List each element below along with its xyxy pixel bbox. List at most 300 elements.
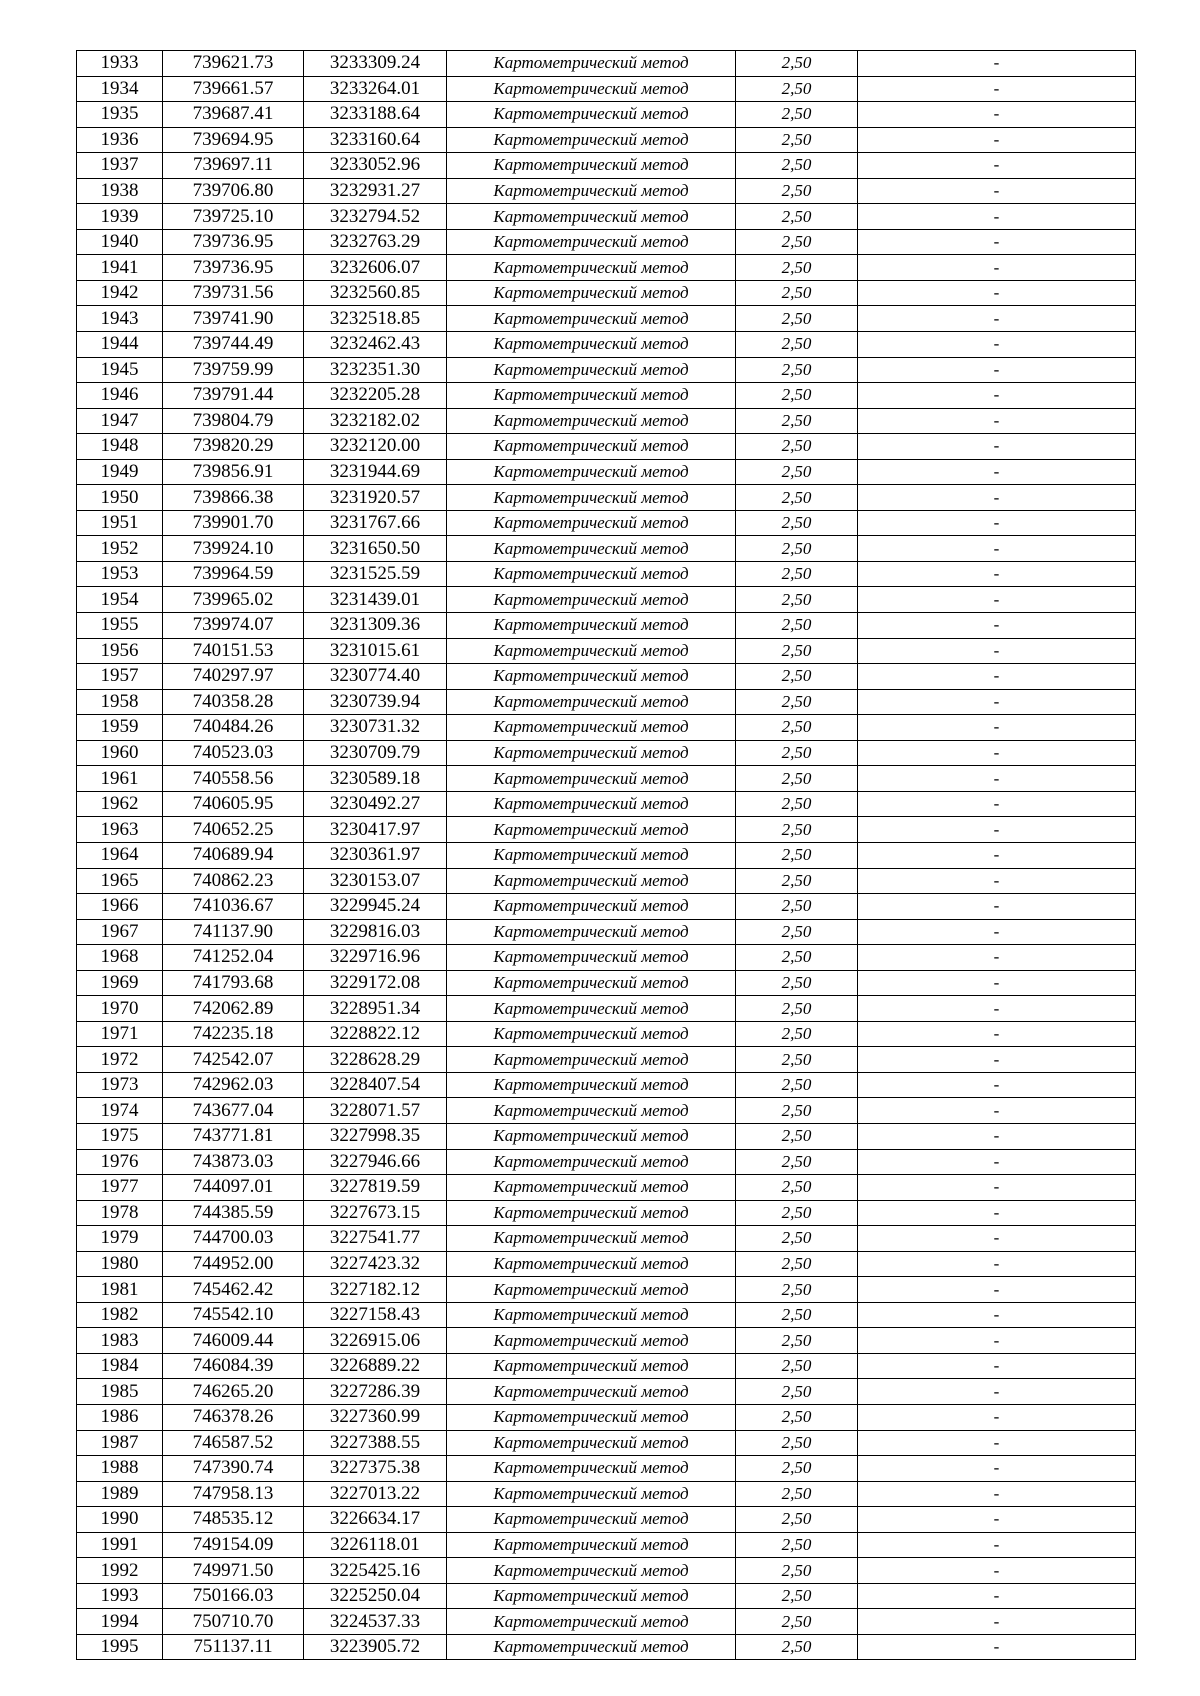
x-coordinate-cell: 751137.11 (163, 1634, 304, 1660)
x-coordinate-cell: 739856.91 (163, 459, 304, 485)
note-cell: - (858, 561, 1136, 587)
table-row (77, 357, 1136, 383)
accuracy-cell: 2,50 (736, 996, 858, 1022)
method-cell: Картометрический метод (447, 306, 736, 332)
method-cell: Картометрический метод (447, 434, 736, 460)
method-cell: Картометрический метод (447, 1226, 736, 1252)
note-cell: - (858, 153, 1136, 179)
y-coordinate-cell: 3232182.02 (304, 408, 447, 434)
y-coordinate-cell: 3230709.79 (304, 740, 447, 766)
x-coordinate-cell: 739736.95 (163, 255, 304, 281)
table-row (77, 996, 1136, 1022)
note-cell: - (858, 1200, 1136, 1226)
method-cell: Картометрический метод (447, 51, 736, 77)
y-coordinate-cell: 3230589.18 (304, 766, 447, 792)
method-cell: Картометрический метод (447, 664, 736, 690)
x-coordinate-cell: 739621.73 (163, 51, 304, 77)
x-coordinate-cell: 739924.10 (163, 536, 304, 562)
note-cell: - (858, 817, 1136, 843)
table-row (77, 1175, 1136, 1201)
accuracy-cell: 2,50 (736, 51, 858, 77)
point-number-cell: 1945 (77, 357, 163, 383)
table-row (77, 945, 1136, 971)
note-cell: - (858, 1277, 1136, 1303)
note-cell: - (858, 766, 1136, 792)
y-coordinate-cell: 3233052.96 (304, 153, 447, 179)
note-cell: - (858, 1430, 1136, 1456)
table-row (77, 1226, 1136, 1252)
x-coordinate-cell: 740558.56 (163, 766, 304, 792)
table-row (77, 102, 1136, 128)
note-cell: - (858, 1302, 1136, 1328)
y-coordinate-cell: 3231920.57 (304, 485, 447, 511)
x-coordinate-cell: 749971.50 (163, 1558, 304, 1584)
table-row (77, 613, 1136, 639)
y-coordinate-cell: 3226889.22 (304, 1353, 447, 1379)
note-cell: - (858, 1226, 1136, 1252)
accuracy-cell: 2,50 (736, 638, 858, 664)
y-coordinate-cell: 3231309.36 (304, 613, 447, 639)
note-cell: - (858, 1481, 1136, 1507)
method-cell: Картометрический метод (447, 229, 736, 255)
point-number-cell: 1961 (77, 766, 163, 792)
accuracy-cell: 2,50 (736, 791, 858, 817)
y-coordinate-cell: 3231650.50 (304, 536, 447, 562)
x-coordinate-cell: 739965.02 (163, 587, 304, 613)
accuracy-cell: 2,50 (736, 919, 858, 945)
table-row (77, 1251, 1136, 1277)
point-number-cell: 1985 (77, 1379, 163, 1405)
y-coordinate-cell: 3230492.27 (304, 791, 447, 817)
table-row (77, 689, 1136, 715)
method-cell: Картометрический метод (447, 1047, 736, 1073)
note-cell: - (858, 1098, 1136, 1124)
x-coordinate-cell: 739901.70 (163, 510, 304, 536)
note-cell: - (858, 1353, 1136, 1379)
y-coordinate-cell: 3231525.59 (304, 561, 447, 587)
accuracy-cell: 2,50 (736, 1226, 858, 1252)
accuracy-cell: 2,50 (736, 945, 858, 971)
table-row (77, 1123, 1136, 1149)
table-row (77, 1379, 1136, 1405)
y-coordinate-cell: 3225425.16 (304, 1558, 447, 1584)
point-number-cell: 1984 (77, 1353, 163, 1379)
point-number-cell: 1973 (77, 1072, 163, 1098)
accuracy-cell: 2,50 (736, 842, 858, 868)
note-cell: - (858, 1456, 1136, 1482)
note-cell: - (858, 715, 1136, 741)
method-cell: Картометрический метод (447, 383, 736, 409)
table-row (77, 791, 1136, 817)
y-coordinate-cell: 3228822.12 (304, 1021, 447, 1047)
x-coordinate-cell: 745542.10 (163, 1302, 304, 1328)
table-row (77, 1609, 1136, 1635)
method-cell: Картометрический метод (447, 1353, 736, 1379)
note-cell: - (858, 1404, 1136, 1430)
method-cell: Картометрический метод (447, 153, 736, 179)
note-cell: - (858, 51, 1136, 77)
y-coordinate-cell: 3231439.01 (304, 587, 447, 613)
accuracy-cell: 2,50 (736, 868, 858, 894)
y-coordinate-cell: 3227286.39 (304, 1379, 447, 1405)
accuracy-cell: 2,50 (736, 178, 858, 204)
point-number-cell: 1943 (77, 306, 163, 332)
y-coordinate-cell: 3229172.08 (304, 970, 447, 996)
y-coordinate-cell: 3232120.00 (304, 434, 447, 460)
x-coordinate-cell: 741036.67 (163, 894, 304, 920)
table-row (77, 715, 1136, 741)
accuracy-cell: 2,50 (736, 536, 858, 562)
table-row (77, 306, 1136, 332)
table-row (77, 919, 1136, 945)
table-row (77, 1583, 1136, 1609)
method-cell: Картометрический метод (447, 1277, 736, 1303)
y-coordinate-cell: 3232931.27 (304, 178, 447, 204)
y-coordinate-cell: 3232462.43 (304, 332, 447, 358)
method-cell: Картометрический метод (447, 1404, 736, 1430)
table-row (77, 1532, 1136, 1558)
table-row (77, 1507, 1136, 1533)
method-cell: Картометрический метод (447, 1456, 736, 1482)
point-number-cell: 1960 (77, 740, 163, 766)
x-coordinate-cell: 742235.18 (163, 1021, 304, 1047)
table-row (77, 204, 1136, 230)
point-number-cell: 1938 (77, 178, 163, 204)
table-row (77, 485, 1136, 511)
point-number-cell: 1966 (77, 894, 163, 920)
method-cell: Картометрический метод (447, 536, 736, 562)
point-number-cell: 1952 (77, 536, 163, 562)
method-cell: Картометрический метод (447, 868, 736, 894)
accuracy-cell: 2,50 (736, 970, 858, 996)
note-cell: - (858, 587, 1136, 613)
accuracy-cell: 2,50 (736, 434, 858, 460)
accuracy-cell: 2,50 (736, 255, 858, 281)
x-coordinate-cell: 744952.00 (163, 1251, 304, 1277)
accuracy-cell: 2,50 (736, 306, 858, 332)
x-coordinate-cell: 750166.03 (163, 1583, 304, 1609)
table-row (77, 1149, 1136, 1175)
table-row (77, 1021, 1136, 1047)
y-coordinate-cell: 3227541.77 (304, 1226, 447, 1252)
accuracy-cell: 2,50 (736, 1302, 858, 1328)
table-row (77, 459, 1136, 485)
note-cell: - (858, 1328, 1136, 1354)
point-number-cell: 1978 (77, 1200, 163, 1226)
method-cell: Картометрический метод (447, 1072, 736, 1098)
point-number-cell: 1939 (77, 204, 163, 230)
x-coordinate-cell: 746084.39 (163, 1353, 304, 1379)
note-cell: - (858, 255, 1136, 281)
x-coordinate-cell: 741793.68 (163, 970, 304, 996)
y-coordinate-cell: 3226915.06 (304, 1328, 447, 1354)
method-cell: Картометрический метод (447, 587, 736, 613)
accuracy-cell: 2,50 (736, 1353, 858, 1379)
point-number-cell: 1970 (77, 996, 163, 1022)
x-coordinate-cell: 740484.26 (163, 715, 304, 741)
y-coordinate-cell: 3227388.55 (304, 1430, 447, 1456)
accuracy-cell: 2,50 (736, 613, 858, 639)
method-cell: Картометрический метод (447, 485, 736, 511)
note-cell: - (858, 306, 1136, 332)
x-coordinate-cell: 739744.49 (163, 332, 304, 358)
accuracy-cell: 2,50 (736, 76, 858, 102)
accuracy-cell: 2,50 (736, 894, 858, 920)
x-coordinate-cell: 744700.03 (163, 1226, 304, 1252)
note-cell: - (858, 1149, 1136, 1175)
note-cell: - (858, 638, 1136, 664)
accuracy-cell: 2,50 (736, 740, 858, 766)
y-coordinate-cell: 3232351.30 (304, 357, 447, 383)
point-number-cell: 1989 (77, 1481, 163, 1507)
x-coordinate-cell: 739759.99 (163, 357, 304, 383)
accuracy-cell: 2,50 (736, 1404, 858, 1430)
y-coordinate-cell: 3227360.99 (304, 1404, 447, 1430)
y-coordinate-cell: 3227158.43 (304, 1302, 447, 1328)
method-cell: Картометрический метод (447, 1609, 736, 1635)
x-coordinate-cell: 739736.95 (163, 229, 304, 255)
method-cell: Картометрический метод (447, 817, 736, 843)
note-cell: - (858, 664, 1136, 690)
point-number-cell: 1948 (77, 434, 163, 460)
y-coordinate-cell: 3233309.24 (304, 51, 447, 77)
table-row (77, 842, 1136, 868)
x-coordinate-cell: 740862.23 (163, 868, 304, 894)
table-row (77, 1200, 1136, 1226)
y-coordinate-cell: 3228951.34 (304, 996, 447, 1022)
method-cell: Картометрический метод (447, 561, 736, 587)
accuracy-cell: 2,50 (736, 229, 858, 255)
x-coordinate-cell: 740297.97 (163, 664, 304, 690)
method-cell: Картометрический метод (447, 1430, 736, 1456)
accuracy-cell: 2,50 (736, 332, 858, 358)
table-row (77, 740, 1136, 766)
x-coordinate-cell: 742962.03 (163, 1072, 304, 1098)
note-cell: - (858, 1532, 1136, 1558)
y-coordinate-cell: 3229716.96 (304, 945, 447, 971)
note-cell: - (858, 1123, 1136, 1149)
table-row (77, 561, 1136, 587)
y-coordinate-cell: 3227946.66 (304, 1149, 447, 1175)
accuracy-cell: 2,50 (736, 1558, 858, 1584)
note-cell: - (858, 970, 1136, 996)
accuracy-cell: 2,50 (736, 1634, 858, 1660)
accuracy-cell: 2,50 (736, 1123, 858, 1149)
y-coordinate-cell: 3228071.57 (304, 1098, 447, 1124)
table-row (77, 894, 1136, 920)
note-cell: - (858, 842, 1136, 868)
x-coordinate-cell: 749154.09 (163, 1532, 304, 1558)
point-number-cell: 1993 (77, 1583, 163, 1609)
y-coordinate-cell: 3226634.17 (304, 1507, 447, 1533)
table-row (77, 1456, 1136, 1482)
y-coordinate-cell: 3231944.69 (304, 459, 447, 485)
table-row (77, 1328, 1136, 1354)
note-cell: - (858, 383, 1136, 409)
method-cell: Картометрический метод (447, 459, 736, 485)
table-row (77, 1634, 1136, 1660)
point-number-cell: 1956 (77, 638, 163, 664)
method-cell: Картометрический метод (447, 1583, 736, 1609)
accuracy-cell: 2,50 (736, 383, 858, 409)
point-number-cell: 1941 (77, 255, 163, 281)
accuracy-cell: 2,50 (736, 102, 858, 128)
method-cell: Картометрический метод (447, 1251, 736, 1277)
method-cell: Картометрический метод (447, 1098, 736, 1124)
accuracy-cell: 2,50 (736, 357, 858, 383)
table-row (77, 510, 1136, 536)
accuracy-cell: 2,50 (736, 1328, 858, 1354)
y-coordinate-cell: 3227673.15 (304, 1200, 447, 1226)
accuracy-cell: 2,50 (736, 485, 858, 511)
method-cell: Картометрический метод (447, 178, 736, 204)
x-coordinate-cell: 739866.38 (163, 485, 304, 511)
method-cell: Картометрический метод (447, 332, 736, 358)
x-coordinate-cell: 741252.04 (163, 945, 304, 971)
table-row (77, 1072, 1136, 1098)
point-number-cell: 1995 (77, 1634, 163, 1660)
note-cell: - (858, 76, 1136, 102)
table-row (77, 536, 1136, 562)
x-coordinate-cell: 746587.52 (163, 1430, 304, 1456)
x-coordinate-cell: 739741.90 (163, 306, 304, 332)
table-row (77, 383, 1136, 409)
method-cell: Картометрический метод (447, 510, 736, 536)
x-coordinate-cell: 740652.25 (163, 817, 304, 843)
accuracy-cell: 2,50 (736, 204, 858, 230)
note-cell: - (858, 485, 1136, 511)
method-cell: Картометрический метод (447, 1123, 736, 1149)
table-row (77, 970, 1136, 996)
point-number-cell: 1950 (77, 485, 163, 511)
point-number-cell: 1934 (77, 76, 163, 102)
point-number-cell: 1979 (77, 1226, 163, 1252)
y-coordinate-cell: 3231015.61 (304, 638, 447, 664)
note-cell: - (858, 408, 1136, 434)
accuracy-cell: 2,50 (736, 1456, 858, 1482)
point-number-cell: 1949 (77, 459, 163, 485)
table-row (77, 332, 1136, 358)
accuracy-cell: 2,50 (736, 1098, 858, 1124)
y-coordinate-cell: 3233264.01 (304, 76, 447, 102)
y-coordinate-cell: 3227423.32 (304, 1251, 447, 1277)
y-coordinate-cell: 3227819.59 (304, 1175, 447, 1201)
method-cell: Картометрический метод (447, 919, 736, 945)
table-row (77, 1047, 1136, 1073)
point-number-cell: 1967 (77, 919, 163, 945)
point-number-cell: 1992 (77, 1558, 163, 1584)
method-cell: Картометрический метод (447, 766, 736, 792)
method-cell: Картометрический метод (447, 1328, 736, 1354)
y-coordinate-cell: 3232794.52 (304, 204, 447, 230)
note-cell: - (858, 613, 1136, 639)
y-coordinate-cell: 3227182.12 (304, 1277, 447, 1303)
x-coordinate-cell: 743677.04 (163, 1098, 304, 1124)
point-number-cell: 1955 (77, 613, 163, 639)
x-coordinate-cell: 739697.11 (163, 153, 304, 179)
accuracy-cell: 2,50 (736, 1507, 858, 1533)
method-cell: Картометрический метод (447, 1379, 736, 1405)
y-coordinate-cell: 3231767.66 (304, 510, 447, 536)
table-row (77, 664, 1136, 690)
y-coordinate-cell: 3229945.24 (304, 894, 447, 920)
table-row (77, 255, 1136, 281)
table-row (77, 76, 1136, 102)
point-number-cell: 1947 (77, 408, 163, 434)
point-number-cell: 1990 (77, 1507, 163, 1533)
y-coordinate-cell: 3232763.29 (304, 229, 447, 255)
x-coordinate-cell: 739661.57 (163, 76, 304, 102)
table-row (77, 1098, 1136, 1124)
accuracy-cell: 2,50 (736, 766, 858, 792)
y-coordinate-cell: 3230774.40 (304, 664, 447, 690)
accuracy-cell: 2,50 (736, 561, 858, 587)
method-cell: Картометрический метод (447, 1532, 736, 1558)
note-cell: - (858, 791, 1136, 817)
accuracy-cell: 2,50 (736, 1047, 858, 1073)
y-coordinate-cell: 3228407.54 (304, 1072, 447, 1098)
table-row (77, 127, 1136, 153)
accuracy-cell: 2,50 (736, 689, 858, 715)
note-cell: - (858, 459, 1136, 485)
accuracy-cell: 2,50 (736, 1430, 858, 1456)
note-cell: - (858, 1251, 1136, 1277)
x-coordinate-cell: 739974.07 (163, 613, 304, 639)
point-number-cell: 1988 (77, 1456, 163, 1482)
x-coordinate-cell: 750710.70 (163, 1609, 304, 1635)
table-row (77, 868, 1136, 894)
method-cell: Картометрический метод (447, 357, 736, 383)
point-number-cell: 1954 (77, 587, 163, 613)
note-cell: - (858, 1047, 1136, 1073)
table-row (77, 408, 1136, 434)
point-number-cell: 1983 (77, 1328, 163, 1354)
y-coordinate-cell: 3230361.97 (304, 842, 447, 868)
method-cell: Картометрический метод (447, 842, 736, 868)
method-cell: Картометрический метод (447, 1021, 736, 1047)
x-coordinate-cell: 739687.41 (163, 102, 304, 128)
accuracy-cell: 2,50 (736, 715, 858, 741)
accuracy-cell: 2,50 (736, 459, 858, 485)
y-coordinate-cell: 3233188.64 (304, 102, 447, 128)
note-cell: - (858, 510, 1136, 536)
point-number-cell: 1974 (77, 1098, 163, 1124)
accuracy-cell: 2,50 (736, 1175, 858, 1201)
point-number-cell: 1953 (77, 561, 163, 587)
point-number-cell: 1944 (77, 332, 163, 358)
point-number-cell: 1987 (77, 1430, 163, 1456)
method-cell: Картометрический метод (447, 1481, 736, 1507)
accuracy-cell: 2,50 (736, 408, 858, 434)
x-coordinate-cell: 739791.44 (163, 383, 304, 409)
point-number-cell: 1964 (77, 842, 163, 868)
x-coordinate-cell: 739964.59 (163, 561, 304, 587)
y-coordinate-cell: 3225250.04 (304, 1583, 447, 1609)
note-cell: - (858, 1379, 1136, 1405)
method-cell: Картометрический метод (447, 1175, 736, 1201)
accuracy-cell: 2,50 (736, 1532, 858, 1558)
method-cell: Картометрический метод (447, 1558, 736, 1584)
point-number-cell: 1936 (77, 127, 163, 153)
x-coordinate-cell: 742542.07 (163, 1047, 304, 1073)
point-number-cell: 1980 (77, 1251, 163, 1277)
x-coordinate-cell: 739820.29 (163, 434, 304, 460)
note-cell: - (858, 1558, 1136, 1584)
note-cell: - (858, 1609, 1136, 1635)
note-cell: - (858, 1634, 1136, 1660)
x-coordinate-cell: 740605.95 (163, 791, 304, 817)
accuracy-cell: 2,50 (736, 1481, 858, 1507)
